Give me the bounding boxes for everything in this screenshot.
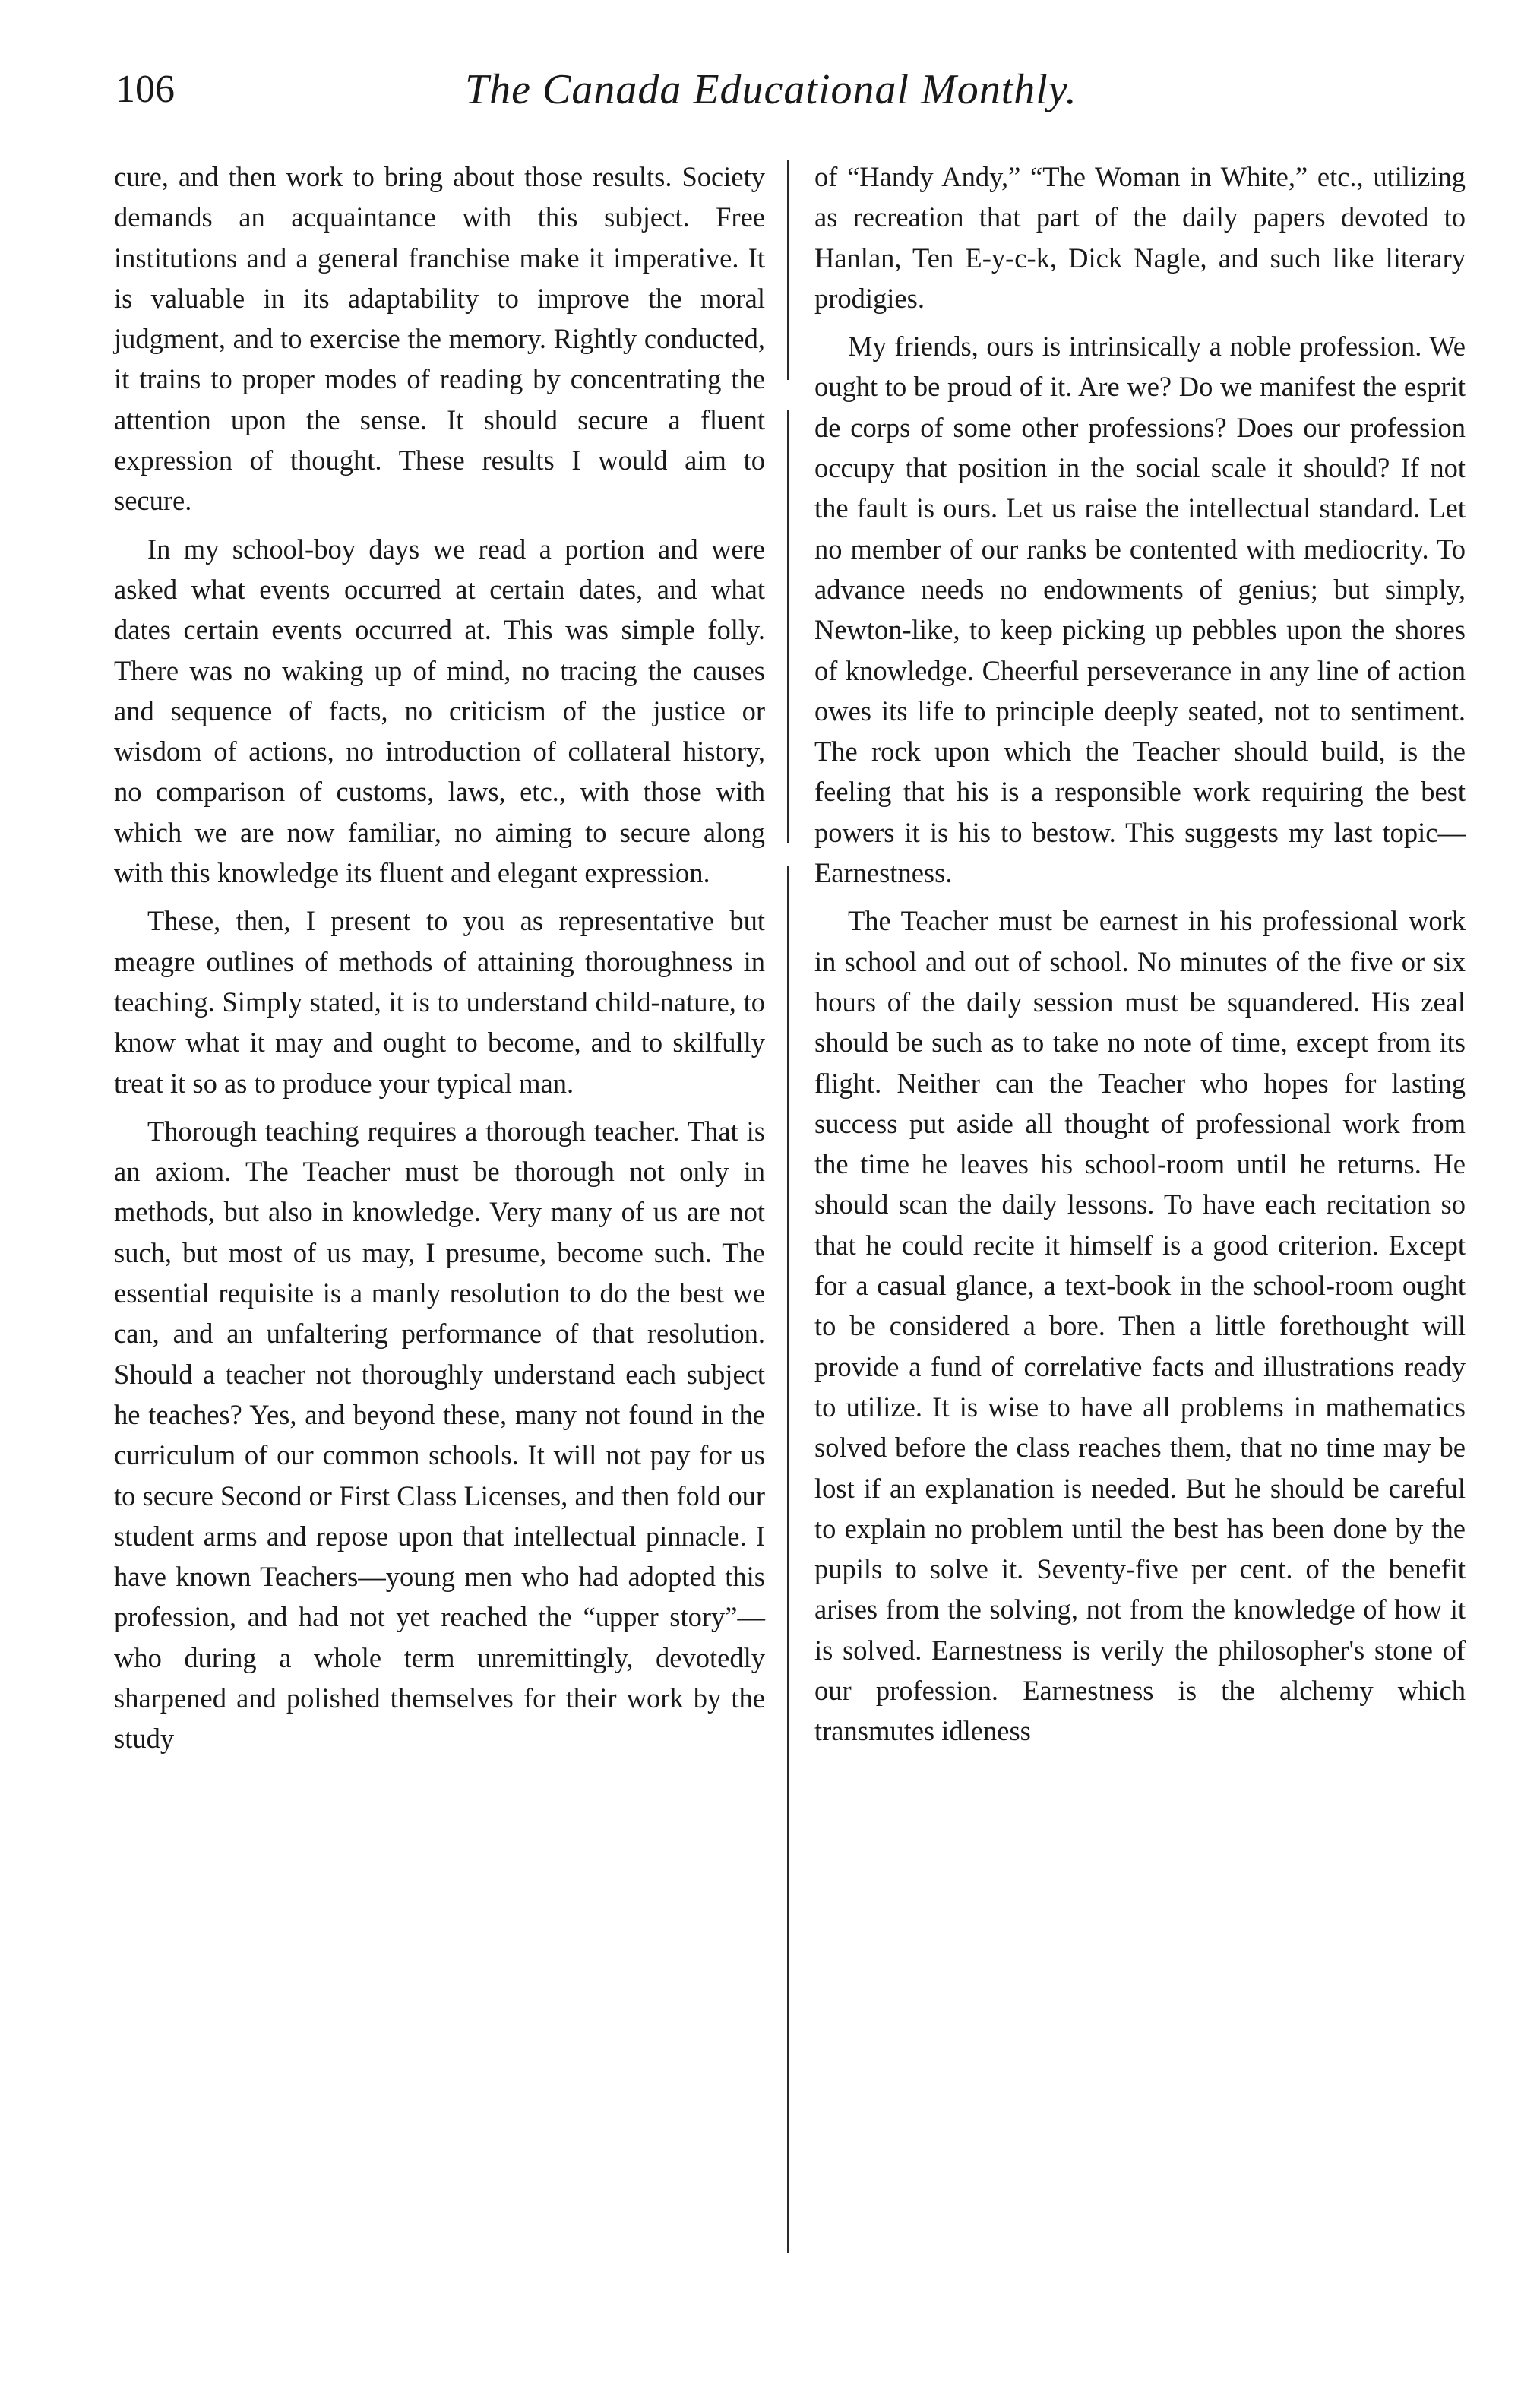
left-column (114, 157, 765, 1759)
column-divider-gap (787, 380, 789, 410)
paragraph: of “Handy Andy,” “The Woman in White,” etc., utilizing as recreation that part of the daily papers devoted to Hanlan, Ten E-y-c-k, Dick Nagle, and such like literary prodigies. (814, 161, 1466, 314)
paragraph: My friends, ours is intrinsically a noble profession. We ought to be proud of it. Are we? Do we manifest the esprit de corps of some other professions? Does our profession occupy that position in the social scale it should? If not the fault is ours. Let us raise the intellectual standard. Let no member of our ranks be contented with mediocrity. To advance needs no endowments of genius; but simply, Newton-like, to keep picking up pebbles upon the shores of knowledge. Cheerful perseverance in any line of action owes its life to principle deeply seated, not to sentiment. The rock upon which the Teacher should build, is the feeling that his is a responsible work requiring the best powers it is his to bestow. This suggests my last topic—Earnestness. (814, 331, 1466, 889)
journal-title: The Canada Educational Monthly. (465, 66, 1077, 113)
column-divider (787, 160, 789, 2253)
column-divider-gap (787, 843, 789, 866)
page-header (115, 59, 1466, 120)
paragraph: In my school-boy days we read a portion and were asked what events occurred at certain dates, and what dates certain events occurred at. This was simple folly. There was no waking up of mind, no tracing the causes and sequence of facts, no criticism of the justice or wisdom of actions, no introduction of collateral history, no comparison of customs, laws, etc., with those with which we are now familiar, no aiming to secure along with this knowledge its fluent and elegant expression. (114, 533, 765, 889)
paragraph: The Teacher must be earnest in his professional work in school and out of school. No minutes of the five or six hours of the daily session must be squandered. His zeal should be such as to take no note of time, except from its flight. Neither can the Teacher who hopes for lasting success put aside all thought of professional work from the time he leaves his school-room until he returns. He should scan the daily lessons. To have each recitation so that he could recite it himself is a good criterion. Except for a casual glance, a text-book in the school-room ought to be considered a bore. Then a little forethought will provide a fund of correlative facts and illustrations ready to utilize. It is wise to have all problems in mathematics solved before the class reaches them, that no time may be lost if an explanation is needed. But he should be careful to explain no problem until the best has been done by the pupils to solve it. Seventy-five per cent. of the benefit arises from the solving, not from the knowledge of how it is solved. Earnestness is verily the philosopher's stone of our profession. Earnestness is the alchemy which transmutes idleness (814, 905, 1466, 1747)
paragraph: cure, and then work to bring about those results. Society demands an acquaintance with this subject. Free institutions and a general franchise make it imperative. It is valuable in its adaptability to improve the moral judgment, and to exercise the memory. Rightly conducted, it trains to proper modes of reading by concentrating the attention upon the sense. It should secure a fluent expression of thought. These results I would aim to secure. (114, 161, 765, 517)
right-column (814, 157, 1466, 1752)
page-number: 106 (115, 68, 175, 111)
paragraph: Thorough teaching requires a thorough teacher. That is an axiom. The Teacher must be thorough not only in methods, but also in knowledge. Very many of us are not such, but most of us may, I presume, become such. The essential requisite is a manly resolution to do the best we can, and an unfaltering performance of that resolution. Should a teacher not thoroughly understand each subject he teaches? Yes, and beyond these, many not found in the curriculum of our common schools. It will not pay for us to secure Second or First Class Licenses, and then fold our student arms and repose upon that intellectual pinnacle. I have known Teachers—young men who had adopted this profession, and had not yet reached the “upper story”—who during a whole term unremittingly, devotedly sharpened and polished themselves for their work by the study (114, 1115, 765, 1755)
paragraph: These, then, I present to you as representative but meagre outlines of methods of attaining thoroughness in teaching. Simply stated, it is to understand child-nature, to know what it may and ought to become, and to skilfully treat it so as to produce your typical man. (114, 905, 765, 1099)
